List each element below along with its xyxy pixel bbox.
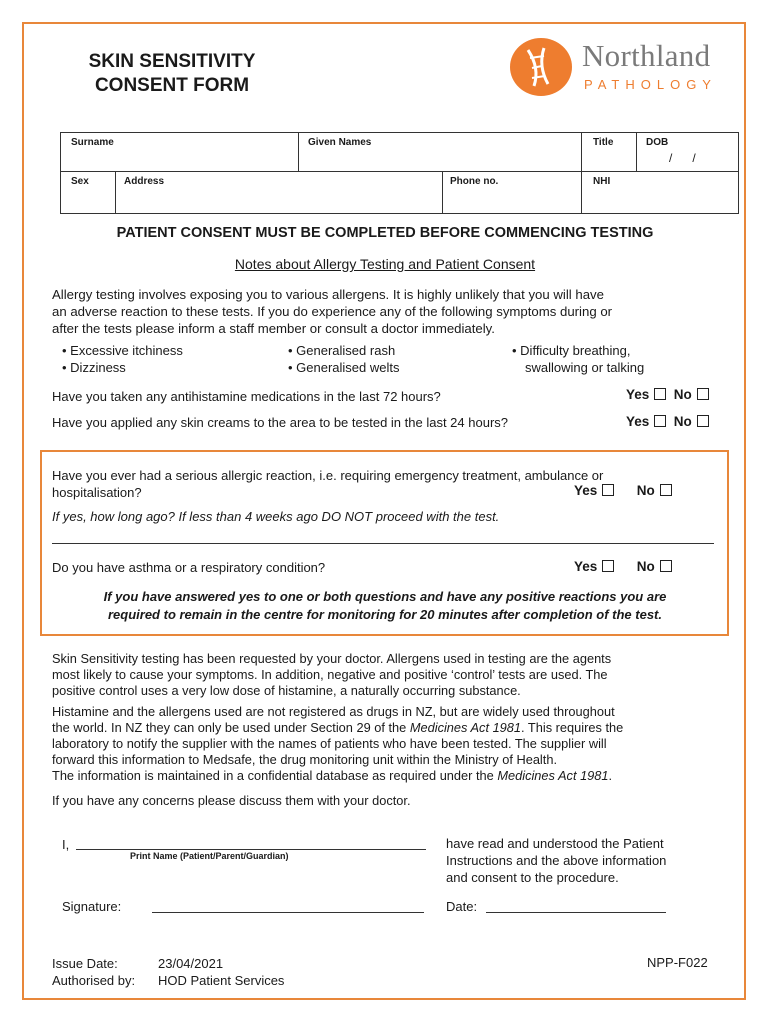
list-item: • Generalised welts (288, 360, 400, 375)
dob-separators: / / (669, 151, 696, 165)
asthma-no-checkbox[interactable] (660, 560, 672, 572)
logo-emblem-icon (510, 38, 572, 96)
table-divider (61, 171, 738, 172)
asthma-answer: Yes No (574, 559, 672, 574)
list-item: • Generalised rash (288, 343, 396, 358)
creams-yes-checkbox[interactable] (654, 415, 666, 427)
creams-no-checkbox[interactable] (697, 415, 709, 427)
asthma-yes-checkbox[interactable] (602, 560, 614, 572)
print-name-line[interactable] (76, 849, 426, 850)
reaction-line-2: hospitalisation? (52, 485, 142, 500)
how-long-note: If yes, how long ago? If less than 4 weeks ago DO NOT proceed with the test. (52, 509, 500, 524)
footer-values (158, 955, 284, 989)
question-creams: Have you applied any skin creams to the area to be tested in the last 24 hours? (52, 415, 508, 430)
title-line-1: SKIN SENSITIVITY (88, 51, 256, 72)
date-line[interactable] (486, 912, 666, 913)
question-reaction (52, 467, 603, 501)
concerns-text: If you have any concerns please discuss them with your doctor. (52, 793, 411, 808)
symptom-list-3 (512, 342, 644, 376)
paragraph-line: positive control uses a very low dose of histamine, a naturally occurring substance. (52, 683, 521, 698)
table-divider (636, 133, 637, 171)
monitoring-line-1: If you have answered yes to one or both questions and have any positive reactions you are (103, 589, 667, 604)
intro-line: Allergy testing involves exposing you to various allergens. It is highly unlikely that you will have (52, 287, 604, 302)
reaction-line-1: Have you ever had a serious allergic reaction, i.e. requiring emergency treatment, ambulance or (52, 468, 604, 483)
list-item: • Dizziness (62, 360, 126, 375)
testing-paragraph (52, 651, 611, 699)
statement-line: and consent to the procedure. (446, 870, 619, 885)
creams-answer: Yes No (626, 414, 709, 429)
paragraph-line: Skin Sensitivity testing has been requested by your doctor. Allergens used in testing are the agents (52, 651, 612, 666)
print-name-caption: Print Name (Patient/Parent/Guardian) (130, 851, 289, 861)
phone-field[interactable]: Phone no. (450, 176, 499, 187)
title-line-2: CONSENT FORM (94, 75, 250, 96)
table-divider (581, 133, 582, 213)
reaction-yes-checkbox[interactable] (602, 484, 614, 496)
paragraph-line: Histamine and the allergens used are not registered as drugs in NZ, but are widely used throughout (52, 704, 615, 719)
paragraph-line: most likely to cause your symptoms. In addition, negative and positive ‘control’ tests are used. The (52, 667, 608, 682)
symptom-list-1 (62, 342, 183, 376)
paragraph-line: laboratory to notify the supplier with the names of patients who have been tested. The supplier will (52, 736, 607, 751)
table-divider (442, 171, 443, 213)
signature-label: Signature: (62, 899, 122, 914)
list-item: • Excessive itchiness (62, 343, 183, 358)
nhi-field[interactable]: NHI (593, 176, 611, 187)
intro-paragraph (52, 286, 612, 337)
registration-paragraph (52, 704, 623, 784)
authorised-by-label: Authorised by: (52, 973, 136, 988)
antihistamine-yes-checkbox[interactable] (654, 388, 666, 400)
how-long-answer-line[interactable] (52, 543, 714, 544)
symptom-list-2 (288, 342, 400, 376)
monitoring-line-2: required to remain in the centre for monitoring for 20 minutes after completion of the test. (107, 607, 662, 622)
patient-details-table (60, 132, 739, 214)
issue-date-value: 23/04/2021 (158, 956, 224, 971)
question-antihistamine: Have you taken any antihistamine medications in the last 72 hours? (52, 389, 441, 404)
paragraph-line: The information is maintained in a confidential database as required under the Medicines Act 1981. (52, 768, 613, 783)
northland-pathology-logo (510, 36, 735, 98)
reaction-no-checkbox[interactable] (660, 484, 672, 496)
signature-line[interactable] (152, 912, 424, 913)
authorised-by-value: HOD Patient Services (158, 973, 285, 988)
reaction-answer: Yes No (574, 483, 672, 498)
given-names-field[interactable]: Given Names (308, 137, 372, 148)
list-item-continued: swallowing or talking (525, 360, 645, 375)
notes-heading: Notes about Allergy Testing and Patient Consent (234, 256, 536, 272)
statement-line: Instructions and the above information (446, 853, 667, 868)
consent-warning: PATIENT CONSENT MUST BE COMPLETED BEFORE COMMENCING TESTING (116, 225, 654, 241)
paragraph-line: the world. In NZ they can only be used under Section 29 of the Medicines Act 1981. This requires the (52, 720, 624, 735)
intro-line: an adverse reaction to these tests. If you do experience any of the following symptoms during or (52, 304, 613, 319)
table-divider (115, 171, 116, 213)
document-code: NPP-F022 (647, 955, 708, 970)
logo-name: Northland (582, 38, 711, 73)
form-title (62, 50, 282, 98)
consent-i-label: I, (62, 837, 70, 852)
list-item: • Difficulty breathing, (512, 343, 631, 358)
monitoring-notice (0, 588, 770, 624)
surname-field[interactable]: Surname (71, 137, 114, 148)
intro-line: after the tests please inform a staff member or consult a doctor immediately. (52, 321, 495, 336)
paragraph-line: forward this information to Medsafe, the drug monitoring unit within the Ministry of Health. (52, 752, 558, 767)
issue-date-label: Issue Date: (52, 956, 118, 971)
question-asthma: Do you have asthma or a respiratory condition? (52, 560, 326, 575)
address-field[interactable]: Address (124, 176, 165, 187)
dob-field[interactable]: DOB (646, 137, 669, 148)
title-field[interactable]: Title (593, 137, 614, 148)
logo-subtitle: PATHOLOGY (584, 77, 717, 92)
statement-line: have read and understood the Patient (446, 836, 664, 851)
sex-field[interactable]: Sex (71, 176, 89, 187)
table-divider (298, 133, 299, 171)
footer-labels (52, 955, 135, 989)
date-label: Date: (446, 899, 478, 914)
antihistamine-answer: Yes No (626, 387, 709, 402)
antihistamine-no-checkbox[interactable] (697, 388, 709, 400)
consent-statement (446, 835, 666, 886)
